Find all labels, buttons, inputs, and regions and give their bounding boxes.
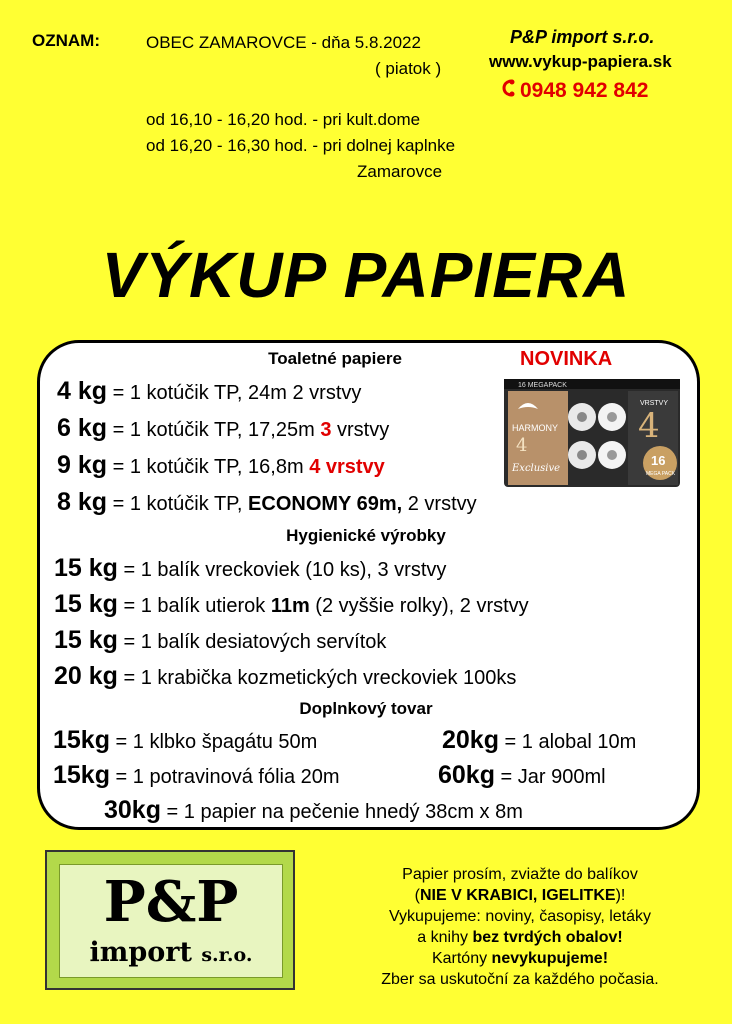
- info-line: Kartóny nevykupujeme!: [431, 950, 609, 967]
- info-line: Vykupujeme: noviny, časopisy, letáky: [388, 908, 652, 925]
- list-item: 15kg = 1 potravinová fólia 20m: [53, 761, 340, 789]
- product-line: Exclusive: [512, 463, 561, 474]
- info-text: [325, 864, 715, 990]
- section-toilet-paper: Toaletné papiere: [268, 349, 402, 368]
- list-item: 15kg = 1 klbko špagátu 50m: [53, 726, 318, 754]
- list-item: 8 kg = 1 kotúčik TP, ECONOMY 69m, 2 vrstvy: [57, 488, 477, 516]
- product-ply-digit: 4: [516, 435, 528, 456]
- product-badge: 16: [651, 453, 666, 468]
- product-image: [500, 365, 685, 490]
- section-hygiene: Hygienické výrobky: [286, 526, 446, 545]
- list-item: 15 kg = 1 balík utierok 11m (2 vyššie rolky), 2 vrstvy: [54, 590, 529, 618]
- list-item: 20 kg = 1 krabička kozmetických vreckoviek 100ks: [54, 662, 517, 690]
- list-item: 15 kg = 1 balík vreckoviek (10 ks), 3 vrstvy: [54, 554, 447, 582]
- list-item: 4 kg = 1 kotúčik TP, 24m 2 vrstvy: [57, 377, 362, 405]
- logo-main-text: P&P: [103, 869, 239, 935]
- oznam-label: OZNAM:: [32, 31, 100, 50]
- place-name: Zamarovce: [357, 162, 443, 181]
- company-name: P&P import s.r.o.: [510, 27, 655, 47]
- logo-sub-text: import s.r.o.: [89, 937, 253, 968]
- list-item: 6 kg = 1 kotúčik TP, 17,25m 3 vrstvy: [57, 414, 390, 442]
- info-line: (NIE V KRABICI, IGELITKE)!: [414, 887, 626, 904]
- product-brand: HARMONY: [512, 423, 559, 433]
- page-title: VÝKUP PAPIERA: [101, 239, 631, 311]
- list-item: 9 kg = 1 kotúčik TP, 16,8m 4 vrstvy: [57, 451, 385, 479]
- section-extra: Doplnkový tovar: [299, 699, 433, 718]
- day-name: ( piatok ): [375, 59, 442, 78]
- phone-number: [500, 79, 648, 103]
- list-item: 30kg = 1 papier na pečenie hnedý 38cm x 8m: [104, 796, 523, 824]
- product-badge-sub: MEGA PACK: [646, 471, 676, 477]
- info-line: Papier prosím, zviažte do balíkov: [402, 866, 638, 883]
- info-line: Zber sa uskutoční za každého počasia.: [381, 971, 659, 988]
- novinka-label: NOVINKA: [520, 348, 613, 370]
- product-top-text: 16 MEGAPACK: [518, 382, 567, 389]
- product-ply-big: 4: [638, 406, 660, 446]
- list-item: 15 kg = 1 balík desiatových servítok: [54, 626, 387, 654]
- phone-icon: [500, 79, 520, 103]
- product-vrstvy: VRSTVY: [640, 400, 669, 407]
- time-slot-2: od 16,20 - 16,30 hod. - pri dolnej kaplnke: [146, 136, 456, 155]
- phone-text: 0948 942 842: [520, 79, 649, 102]
- list-item: 20kg = 1 alobal 10m: [442, 726, 637, 754]
- time-slot-1: od 16,10 - 16,20 hod. - pri kult.dome: [146, 110, 421, 129]
- info-line: a knihy bez tvrdých obalov!: [417, 929, 623, 946]
- obec-date: OBEC ZAMAROVCE - dňa 5.8.2022: [146, 33, 421, 52]
- website[interactable]: www.vykup-papiera.sk: [489, 52, 672, 71]
- company-logo: [45, 850, 295, 990]
- logo-panel: [59, 864, 283, 978]
- list-item: 60kg = Jar 900ml: [438, 761, 606, 789]
